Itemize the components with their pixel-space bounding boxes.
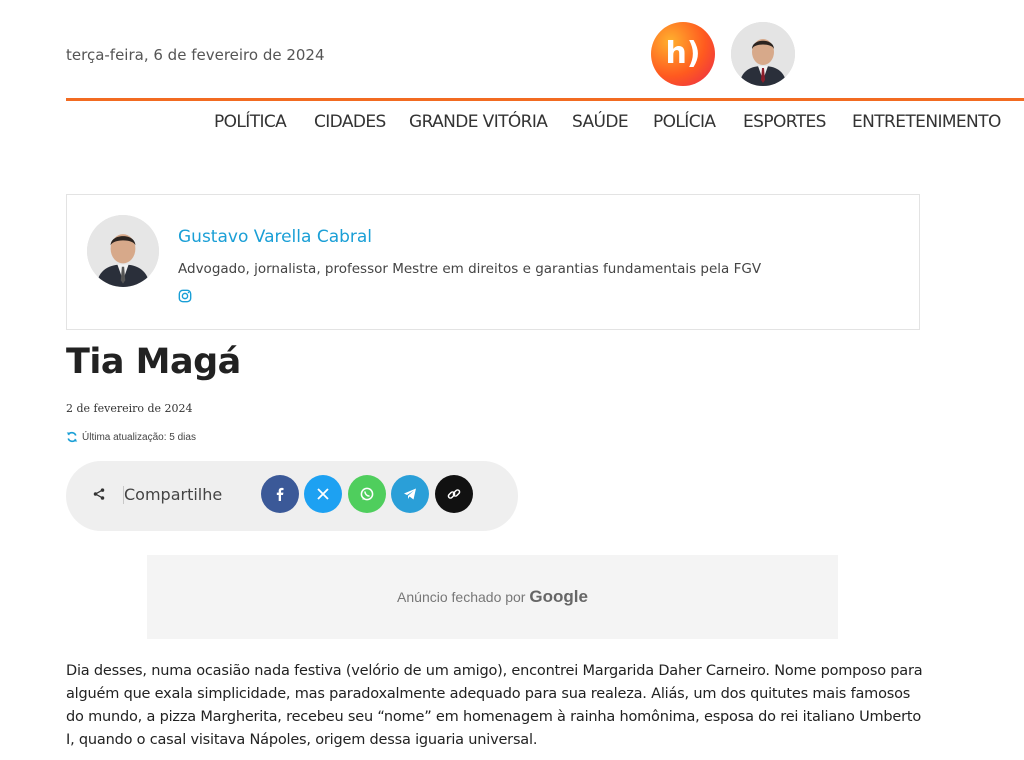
author-bio: Advogado, jornalista, professor Mestre em direitos e garantias fundamentais pela FGV (178, 261, 762, 277)
whatsapp-icon (359, 486, 375, 502)
publish-date: 2 de fevereiro de 2024 (66, 402, 193, 415)
share-bar (66, 461, 518, 531)
author-card (66, 194, 920, 330)
article-title: Tia Magá (66, 342, 241, 382)
last-updated (66, 431, 196, 443)
top-header (0, 0, 1024, 100)
nav-item-policia[interactable]: POLÍCIA (653, 112, 716, 132)
ad-closed-text: Anúncio fechado por (397, 589, 526, 605)
nav-item-grande-vitoria[interactable]: GRANDE VITÓRIA (409, 112, 548, 132)
author-name-link[interactable]: Gustavo Varella Cabral (178, 227, 373, 247)
link-icon (446, 486, 462, 502)
nav-item-cidades[interactable]: CIDADES (314, 112, 386, 132)
telegram-icon (402, 486, 418, 502)
whatsapp-share-button[interactable] (348, 475, 386, 513)
current-date: terça-feira, 6 de fevereiro de 2024 (66, 46, 325, 64)
telegram-share-button[interactable] (391, 475, 429, 513)
x-icon (315, 486, 331, 502)
author-avatar-header[interactable] (731, 22, 795, 86)
google-wordmark: Google (529, 587, 588, 606)
copy-link-button[interactable] (435, 475, 473, 513)
ad-placeholder (147, 555, 838, 639)
logo-glyph: h) (665, 36, 701, 71)
x-share-button[interactable] (304, 475, 342, 513)
article-paragraph: Dia desses, numa ocasião nada festiva (velório de um amigo), encontrei Margarida Daher Carneiro. Nome pomposo para alguém que exala simplicidade, mas paradoxalmente adequado para sua realeza. Aliás, um dos quitutes mais famosos do mundo, a pizza Margherita, recebeu seu “nome” em homenagem à rainha homônima, esposa do rei italiano Umberto I, quando o casal visitava Nápoles, origem dessa iguaria universal. (66, 663, 923, 748)
site-logo[interactable] (651, 22, 715, 86)
last-updated-text: Última atualização: 5 dias (82, 431, 196, 443)
nav-item-entretenimento[interactable]: ENTRETENIMENTO (852, 112, 1001, 132)
instagram-icon[interactable] (178, 289, 192, 303)
nav-item-politica[interactable]: POLÍTICA (214, 112, 287, 132)
share-label: Compartilhe (124, 485, 223, 504)
refresh-icon (66, 431, 78, 443)
header-divider (66, 98, 1024, 101)
facebook-icon (272, 486, 288, 502)
nav-item-saude[interactable]: SAÚDE (572, 112, 629, 132)
author-photo[interactable] (87, 215, 159, 287)
share-icon (92, 487, 106, 501)
facebook-share-button[interactable] (261, 475, 299, 513)
person-avatar-icon (87, 215, 159, 287)
main-nav (0, 112, 1024, 140)
person-avatar-icon (731, 22, 795, 86)
ad-closed-message (147, 587, 838, 607)
nav-item-esportes[interactable]: ESPORTES (743, 112, 826, 132)
